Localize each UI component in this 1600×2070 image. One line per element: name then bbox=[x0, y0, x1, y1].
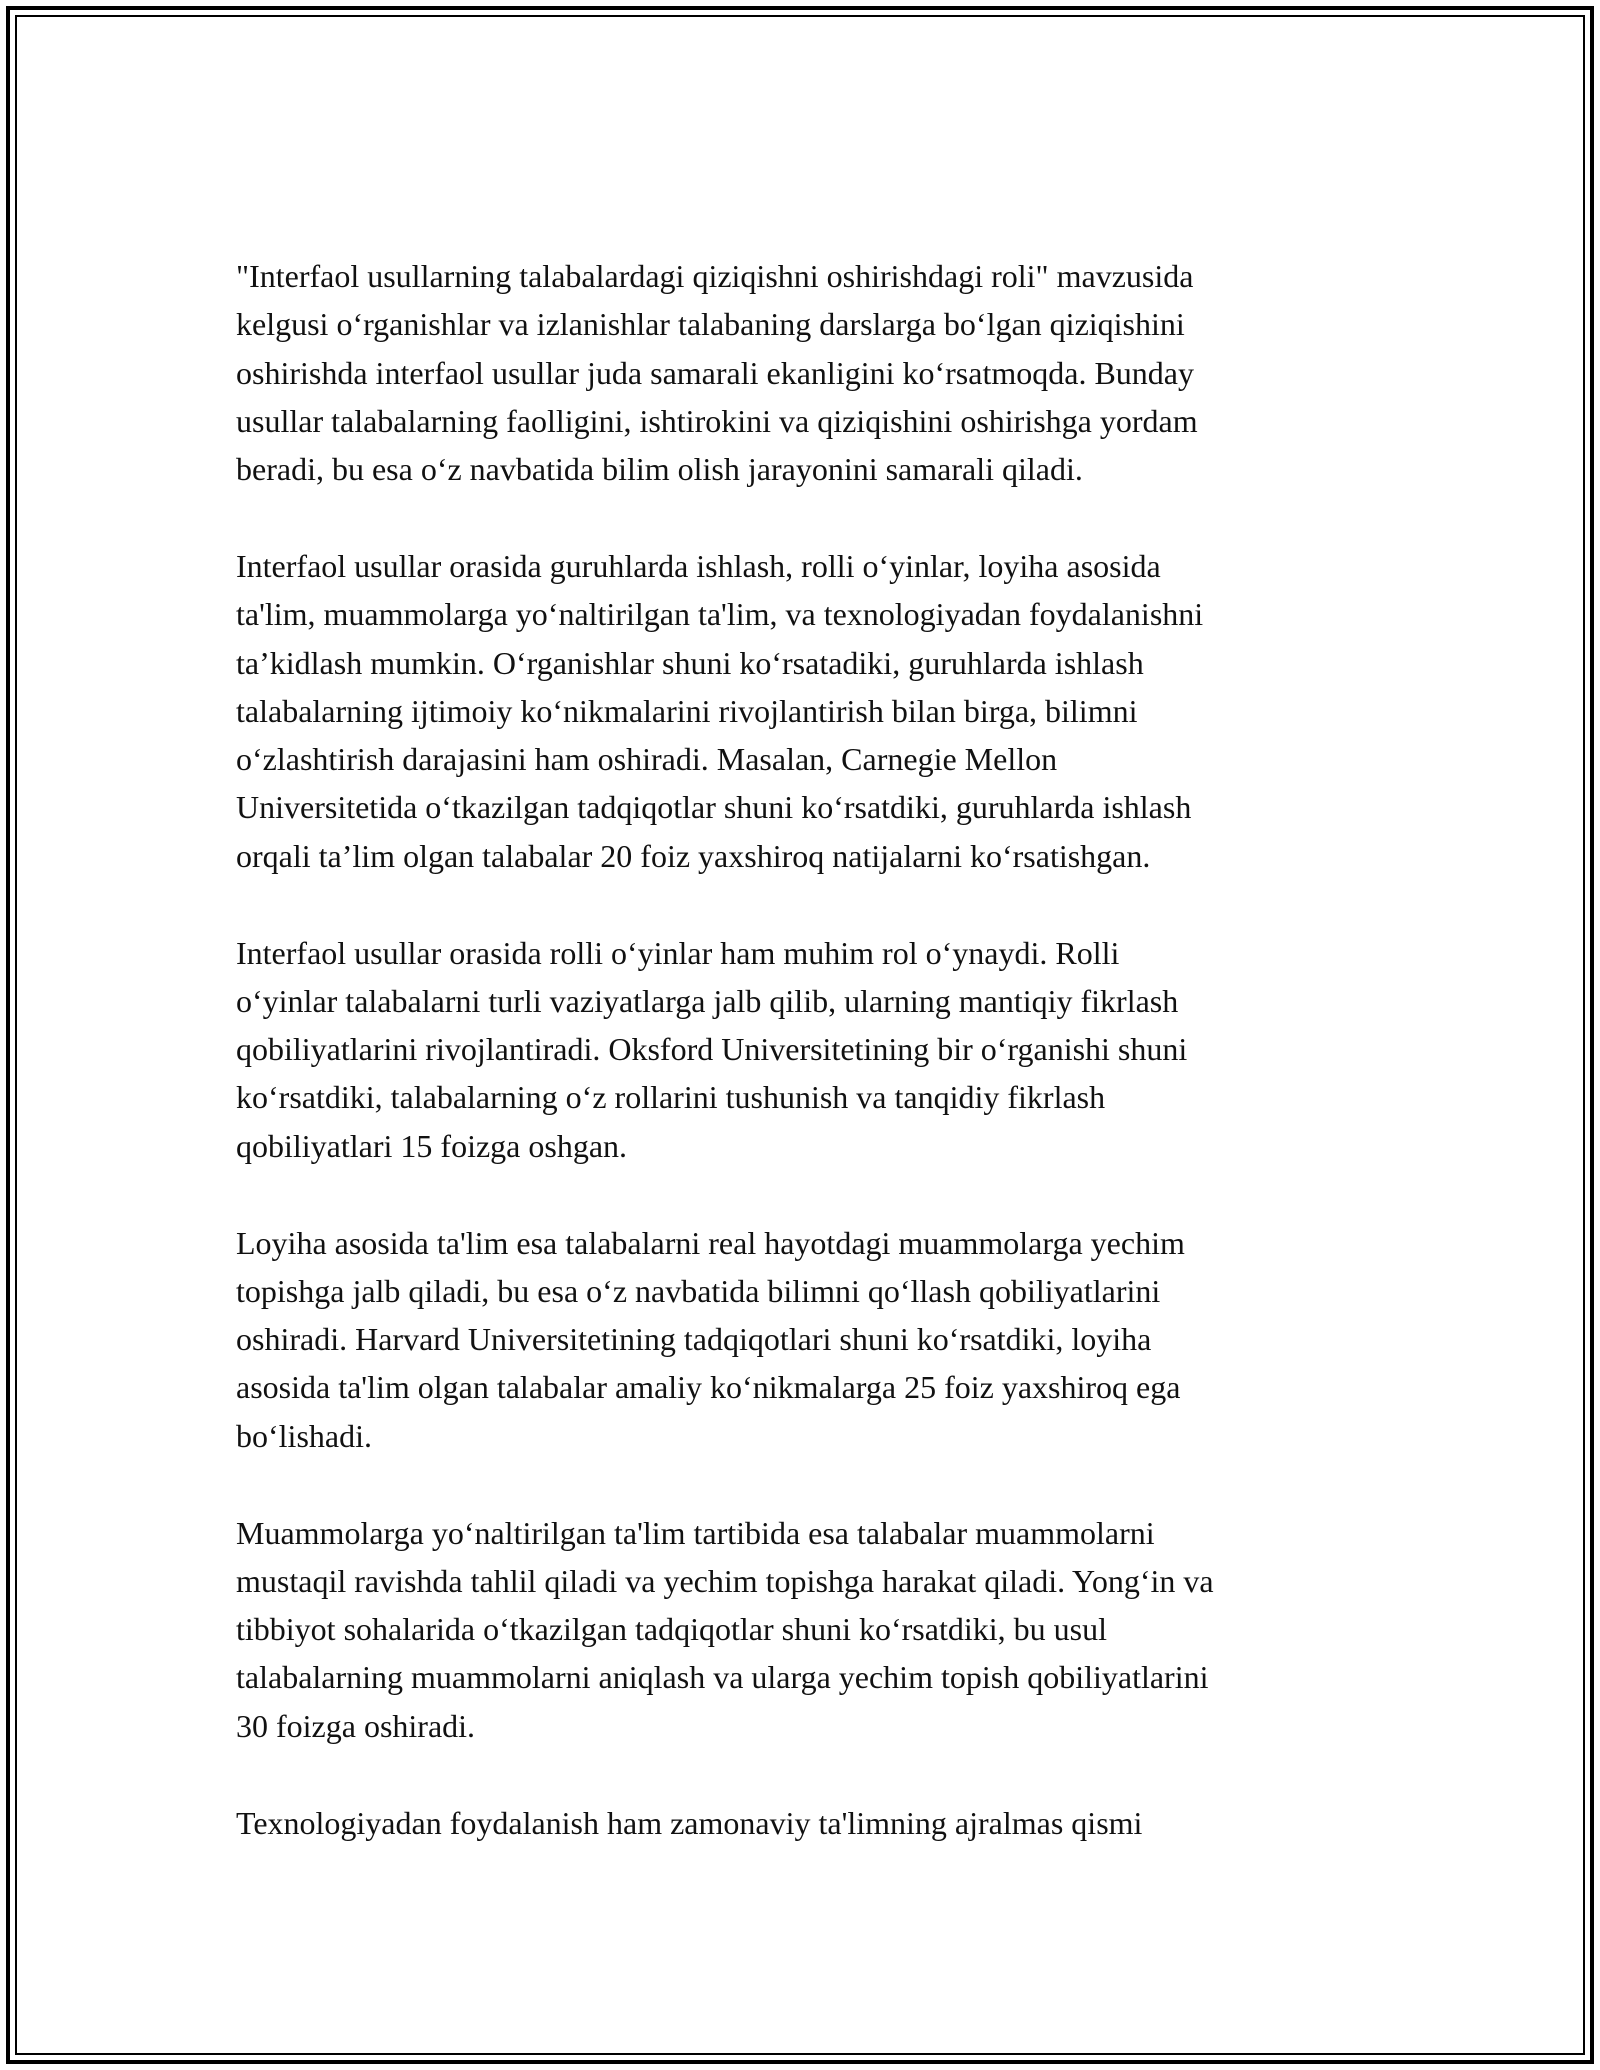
paragraph-4 bbox=[236, 1219, 1376, 1460]
paragraph-6 bbox=[236, 1799, 1376, 1847]
text-line: bo‘lishadi. bbox=[236, 1417, 372, 1454]
text-line: Universitetida o‘tkazilgan tadqiqotlar shuni ko‘rsatdiki, guruhlarda ishlash bbox=[236, 789, 1192, 826]
text-line: o‘yinlar talabalarni turli vaziyatlarga jalb qilib, ularning mantiqiy fikrlash bbox=[236, 982, 1179, 1019]
text-line: asosida ta'lim olgan talabalar amaliy ko‘nikmalarga 25 foiz yaxshiroq ega bbox=[236, 1369, 1181, 1406]
text-line: Interfaol usullar orasida rolli o‘yinlar ham muhim rol o‘ynaydi. Rolli bbox=[236, 934, 1120, 971]
text-line: tibbiyot sohalarida o‘tkazilgan tadqiqotlar shuni ko‘rsatdiki, bu usul bbox=[236, 1611, 1107, 1648]
text-line: Interfaol usullar orasida guruhlarda ishlash, rolli o‘yinlar, loyiha asosida bbox=[236, 547, 1161, 584]
text-line: qobiliyatlari 15 foizga oshgan. bbox=[236, 1127, 628, 1164]
text-line: topishga jalb qiladi, bu esa o‘z navbatida bilimni qo‘llash qobiliyatlarini bbox=[236, 1272, 1161, 1309]
text-line: ta’kidlash mumkin. O‘rganishlar shuni ko‘rsatadiki, guruhlarda ishlash bbox=[236, 644, 1144, 681]
paragraph-1 bbox=[236, 252, 1376, 493]
text-line: orqali ta’lim olgan talabalar 20 foiz yaxshiroq natijalarni ko‘rsatishgan. bbox=[236, 837, 1151, 874]
text-line: qobiliyatlarini rivojlantiradi. Oksford Universitetining bir o‘rganishi shuni bbox=[236, 1031, 1188, 1068]
text-line: Muammolarga yo‘naltirilgan ta'lim tartibida esa talabalar muammolarni bbox=[236, 1514, 1155, 1551]
text-line: mustaqil ravishda tahlil qiladi va yechim topishga harakat qiladi. Yong‘in va bbox=[236, 1562, 1214, 1599]
text-line: oshiradi. Harvard Universitetining tadqiqotlari shuni ko‘rsatdiki, loyiha bbox=[236, 1321, 1152, 1358]
text-line: o‘zlashtirish darajasini ham oshiradi. Masalan, Carnegie Mellon bbox=[236, 741, 1058, 778]
text-line: kelgusi o‘rganishlar va izlanishlar talabaning darslarga bo‘lgan qiziqishini bbox=[236, 306, 1185, 343]
paragraph-5 bbox=[236, 1509, 1376, 1750]
paragraph-2 bbox=[236, 542, 1376, 880]
paragraph-3 bbox=[236, 929, 1376, 1170]
text-line: talabalarning muammolarni aniqlash va ularga yechim topish qobiliyatlarini bbox=[236, 1659, 1209, 1696]
text-line: Loyiha asosida ta'lim esa talabalarni real hayotdagi muammolarga yechim bbox=[236, 1224, 1185, 1261]
text-line: "Interfaol usullarning talabalardagi qiziqishni oshirishdagi roli" mavzusida bbox=[236, 258, 1194, 294]
text-line: talabalarning ijtimoiy ko‘nikmalarini rivojlantirish bilan birga, bilimni bbox=[236, 692, 1138, 729]
text-line: Texnologiyadan foydalanish ham zamonaviy ta'limning ajralmas qismi bbox=[236, 1804, 1143, 1841]
document-body bbox=[236, 252, 1376, 1847]
text-line: oshirishda interfaol usullar juda samarali ekanligini ko‘rsatmoqda. Bunday bbox=[236, 354, 1194, 391]
text-line: ta'lim, muammolarga yo‘naltirilgan ta'lim, va texnologiyadan foydalanishni bbox=[236, 596, 1204, 633]
text-line: usullar talabalarning faolligini, ishtirokini va qiziqishini oshirishga yordam bbox=[236, 402, 1198, 439]
text-line: 30 foizga oshiradi. bbox=[236, 1707, 476, 1744]
text-line: beradi, bu esa o‘z navbatida bilim olish jarayonini samarali qiladi. bbox=[236, 451, 1083, 488]
text-line: ko‘rsatdiki, talabalarning o‘z rollarini tushunish va tanqidiy fikrlash bbox=[236, 1079, 1106, 1116]
